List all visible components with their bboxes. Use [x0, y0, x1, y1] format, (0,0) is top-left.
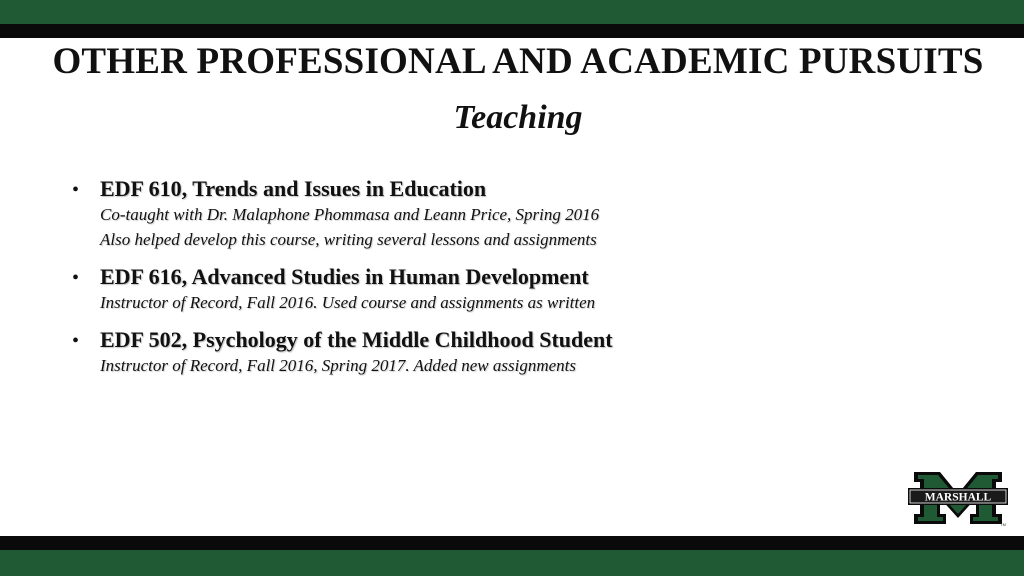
bullet-list: [72, 176, 972, 390]
course-detail: Also helped develop this course, writing several lessons and assignments: [100, 230, 597, 249]
bottom-black-band: [0, 536, 1024, 550]
bullet-item-edf-502: [72, 327, 972, 378]
top-green-band: [0, 0, 1024, 24]
bullet-dot: •: [72, 267, 80, 289]
course-title: EDF 610, Trends and Issues in Education: [100, 176, 487, 201]
course-detail: Instructor of Record, Fall 2016, Spring 2017. Added new assignments: [100, 356, 576, 375]
bottom-green-band: [0, 550, 1024, 576]
marshall-m-logo-icon: [906, 468, 1010, 528]
logo-text: MARSHALL: [924, 491, 992, 504]
course-title: EDF 616, Advanced Studies in Human Development: [100, 264, 589, 289]
bullet-dot: •: [72, 330, 80, 352]
logo-trademark: TM: [1000, 522, 1006, 527]
slide-title: OTHER PROFESSIONAL AND ACADEMIC PURSUITS: [52, 41, 984, 82]
bullet-item-edf-616: [72, 264, 972, 315]
slide-subtitle: Teaching: [453, 99, 583, 136]
course-title: EDF 502, Psychology of the Middle Childhood Student: [100, 327, 613, 352]
bullet-item-edf-610: [72, 176, 972, 252]
bullet-dot: •: [72, 179, 80, 201]
course-detail: Co-taught with Dr. Malaphone Phommasa and Leann Price, Spring 2016: [100, 205, 600, 224]
course-detail: Instructor of Record, Fall 2016. Used course and assignments as written: [100, 293, 596, 312]
top-black-band: [0, 24, 1024, 38]
